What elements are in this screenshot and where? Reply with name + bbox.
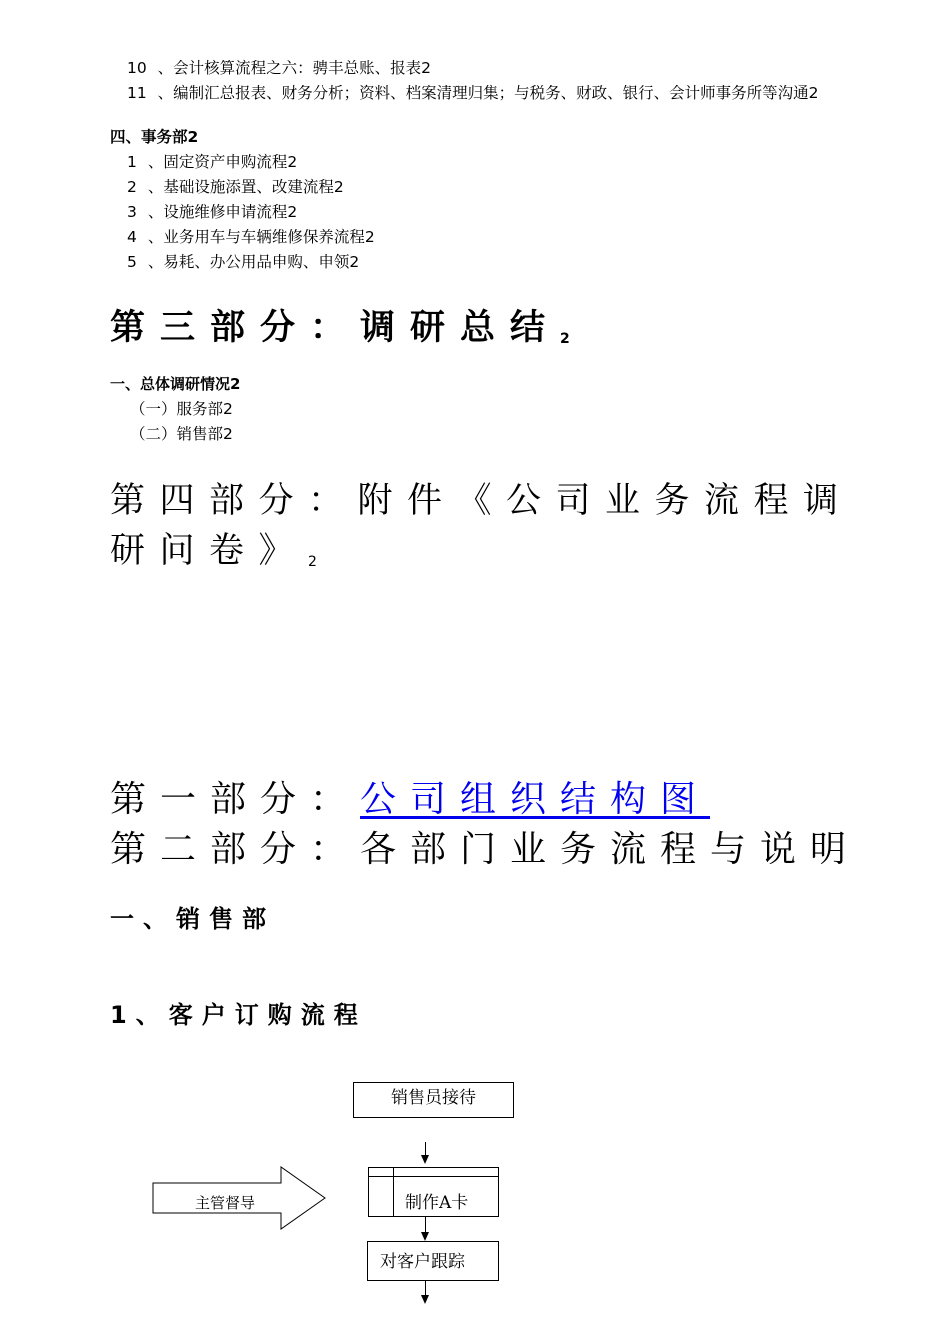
flow-box-follow-up bbox=[367, 1241, 499, 1281]
toc-item-11[interactable] bbox=[127, 83, 819, 103]
toc-section4-item-4[interactable] bbox=[127, 227, 375, 247]
toc-part4-heading-line1[interactable]: 第四部分：附件《公司业务流程调 bbox=[110, 481, 853, 521]
supervision-label: 主管督导 bbox=[195, 1194, 256, 1212]
flow-arrow-head bbox=[421, 1155, 429, 1164]
toc-item-text: 、基础设施添置、改建流程2 bbox=[147, 178, 344, 196]
flow-box-label: 对客户跟踪 bbox=[380, 1252, 465, 1272]
toc-part3-heading[interactable] bbox=[110, 306, 570, 361]
toc-part3-subtitle[interactable]: 一、总体调研情况2 bbox=[110, 375, 241, 393]
toc-part3-item-1[interactable]: （一）服务部2 bbox=[130, 400, 233, 418]
toc-item-number: 3 bbox=[127, 203, 137, 221]
sales-dept-heading: 一、销售部 bbox=[110, 905, 275, 933]
toc-item-text: 、业务用车与车辆维修保养流程2 bbox=[147, 228, 375, 246]
toc-item-text: 、固定资产申购流程2 bbox=[147, 153, 298, 171]
part1-prefix: 第一部分： bbox=[110, 779, 361, 820]
part2-heading: 第二部分：各部门业务流程与说明 bbox=[110, 829, 861, 870]
flow-arrow-line bbox=[425, 1280, 426, 1296]
toc-item-number: 5 bbox=[127, 253, 137, 271]
flow-box-header-line bbox=[369, 1176, 498, 1177]
toc-item-number: 1 bbox=[127, 153, 137, 171]
part1-heading bbox=[110, 775, 710, 825]
toc-item-text: 、编制汇总报表、财务分析；资料、档案清理归集；与税务、财政、银行、会计师事务所等沟通2 bbox=[157, 84, 819, 102]
flow-box-reception bbox=[353, 1082, 514, 1118]
toc-item-text: 、设施维修申请流程2 bbox=[147, 203, 298, 221]
toc-section4-item-5[interactable] bbox=[127, 252, 359, 272]
toc-part3-item-2[interactable]: （二）销售部2 bbox=[130, 425, 233, 443]
part4-page-number: 2 bbox=[308, 554, 317, 570]
part4-title-line2: 研问卷》 bbox=[110, 531, 309, 571]
part3-title: 第三部分：调研总结 bbox=[110, 308, 561, 348]
org-chart-link[interactable]: 公司组织结构图 bbox=[360, 779, 711, 820]
toc-section4-item-2[interactable] bbox=[127, 177, 344, 197]
toc-item-number: 4 bbox=[127, 228, 137, 246]
toc-part4-heading-line2[interactable] bbox=[110, 526, 317, 587]
toc-section4-item-1[interactable] bbox=[127, 152, 297, 172]
flow-arrow-head bbox=[421, 1295, 429, 1304]
toc-section4-item-3[interactable] bbox=[127, 202, 297, 222]
flow-arrow-line bbox=[425, 1216, 426, 1233]
flow-box-side-line bbox=[393, 1168, 394, 1216]
part3-page-number: 2 bbox=[560, 331, 570, 347]
flow-box-label: 制作A卡 bbox=[405, 1193, 469, 1213]
flow-box-label: 销售员接待 bbox=[391, 1088, 476, 1108]
flow-box-make-card bbox=[368, 1167, 499, 1217]
toc-item-number: 2 bbox=[127, 178, 137, 196]
flow-arrow-line bbox=[425, 1142, 426, 1156]
order-flow-heading: 1、客户订购流程 bbox=[110, 1001, 367, 1029]
toc-item-number: 11 bbox=[127, 84, 147, 102]
toc-item-number: 10 bbox=[127, 59, 147, 77]
toc-item-10[interactable] bbox=[127, 58, 431, 78]
toc-section4-title[interactable]: 四、事务部2 bbox=[110, 128, 199, 146]
toc-item-text: 、易耗、办公用品申购、申领2 bbox=[147, 253, 360, 271]
toc-item-text: 、会计核算流程之六：骋丰总账、报表2 bbox=[157, 59, 432, 77]
flow-arrow-head bbox=[421, 1232, 429, 1241]
